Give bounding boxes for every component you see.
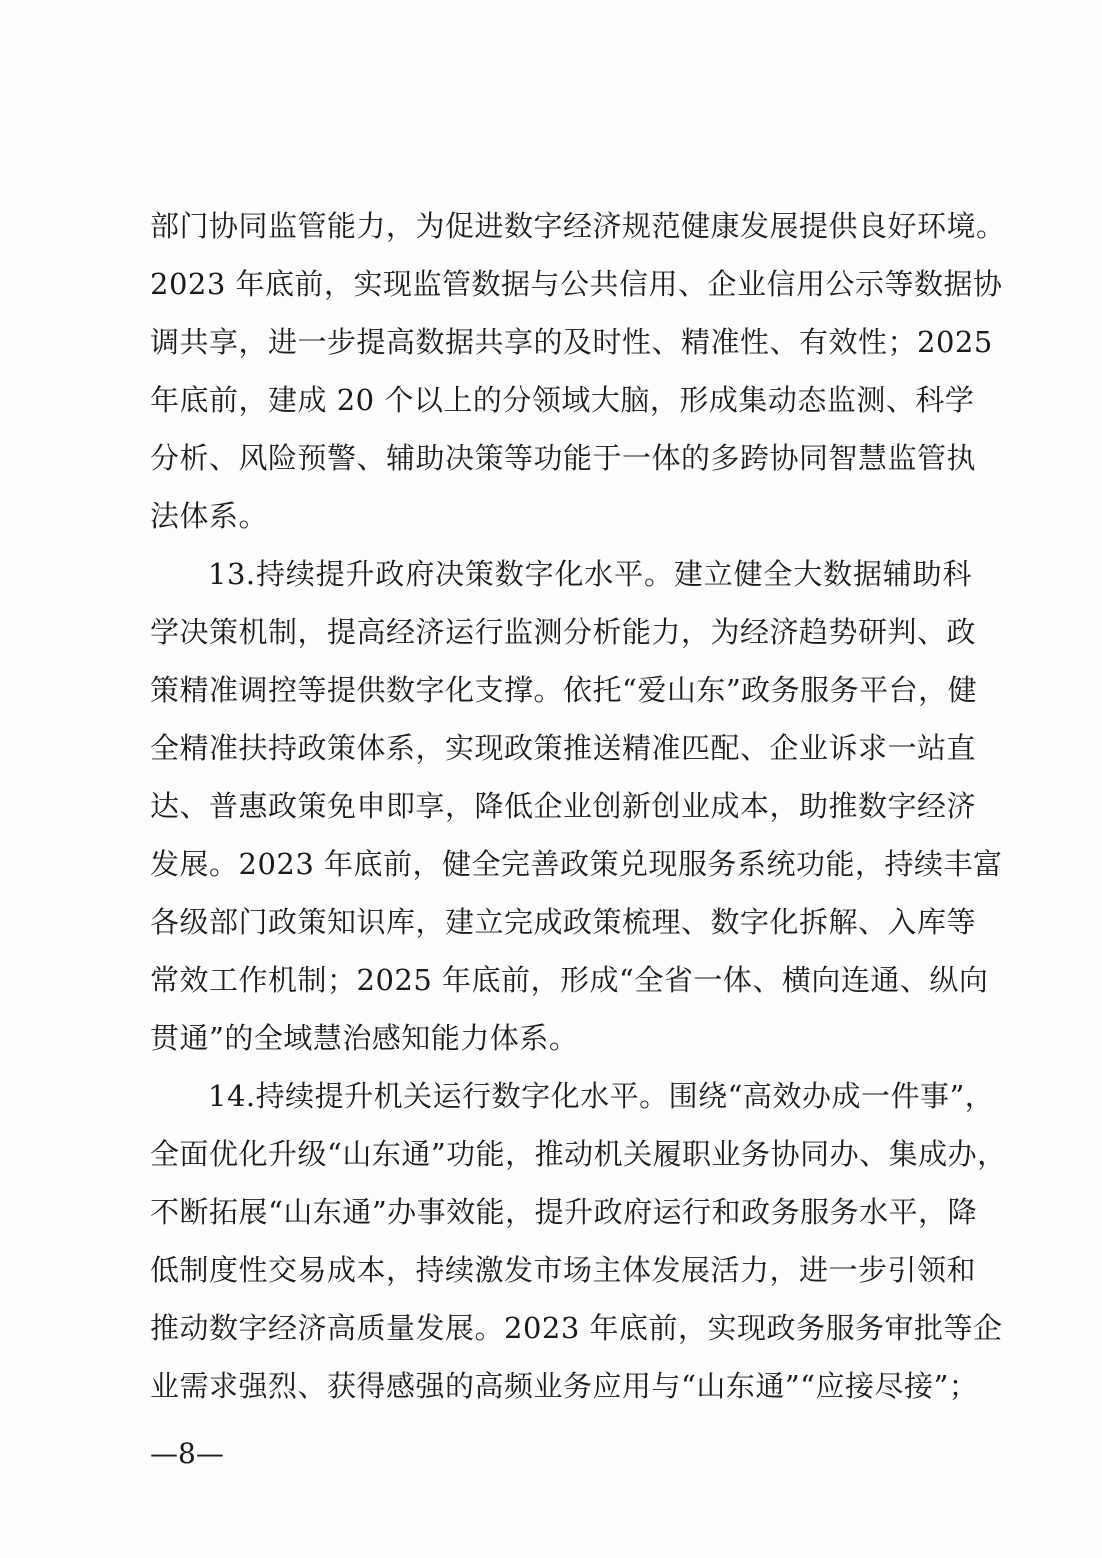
text-line: 法体系。 xyxy=(150,499,269,533)
text-line: 各级部门政策知识库，建立完成政策梳理、数字化拆解、入库等 xyxy=(150,905,977,939)
text-line: 不断拓展“山东通”办事效能，提升政府运行和政务服务水平，降 xyxy=(150,1195,978,1229)
text-line: 贯通”的全域慧治感知能力体系。 xyxy=(150,1021,579,1055)
text-line: 调共享，进一步提高数据共享的及时性、精准性、有效性；2025 xyxy=(150,325,993,359)
section-13-heading-line: 13.持续提升政府决策数字化水平。建立健全大数据辅助科 xyxy=(208,557,972,591)
text-line: 低制度性交易成本，持续激发市场主体发展活力，进一步引领和 xyxy=(150,1253,977,1287)
text-line: 年底前，建成 20 个以上的分领域大脑，形成集动态监测、科学 xyxy=(150,383,975,417)
text-line: 常效工作机制；2025 年底前，形成“全省一体、横向连通、纵向 xyxy=(150,963,989,997)
text-line: 分析、风险预警、辅助决策等功能于一体的多跨协同智慧监管执 xyxy=(150,441,977,475)
body-text xyxy=(150,197,1007,1415)
text-line: 2023 年底前，实现监管数据与公共信用、企业信用公示等数据协 xyxy=(150,267,1003,301)
text-line: 发展。2023 年底前，健全完善政策兑现服务系统功能，持续丰富 xyxy=(150,847,1003,881)
section-14-heading-line: 14.持续提升机关运行数字化水平。围绕“高效办成一件事”， xyxy=(208,1079,995,1113)
text-line: 达、普惠政策免申即享，降低企业创新创业成本，助推数字经济 xyxy=(150,789,977,823)
text-line: 全面优化升级“山东通”功能，推动机关履职业务协同办、集成办， xyxy=(150,1137,1007,1171)
text-line: 策精准调控等提供数字化支撑。依托“爱山东”政务服务平台，健 xyxy=(150,673,978,707)
text-line: 部门协同监管能力，为促进数字经济规范健康发展提供良好环境。 xyxy=(150,209,1006,243)
text-line: 推动数字经济高质量发展。2023 年底前，实现政务服务审批等企 xyxy=(150,1311,1003,1345)
text-line: 全精准扶持政策体系，实现政策推送精准匹配、企业诉求一站直 xyxy=(150,731,977,765)
text-line: 学决策机制，提高经济运行监测分析能力，为经济趋势研判、政 xyxy=(150,615,977,649)
text-line: 业需求强烈、获得感强的高频业务应用与“山东通”“应接尽接”； xyxy=(150,1369,979,1403)
page-number: —8— xyxy=(150,1437,224,1470)
